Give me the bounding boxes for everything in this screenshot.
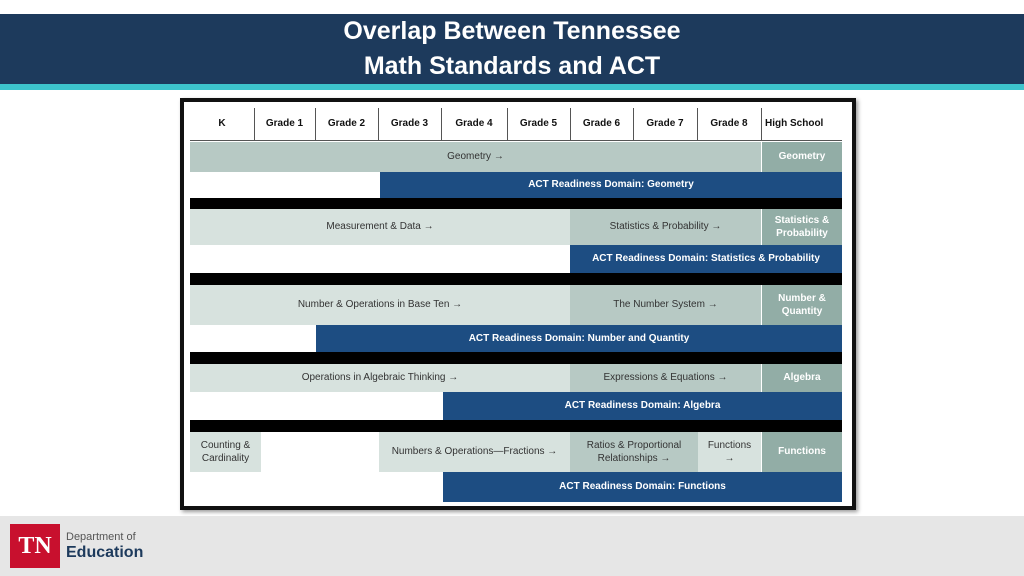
tn-measurement-data: Measurement & Data → — [190, 209, 570, 245]
footer-band — [0, 516, 1024, 576]
act-functions: ACT Readiness Domain: Functions — [443, 472, 842, 502]
grade-1: Grade 1 — [265, 118, 304, 130]
standards-table — [190, 108, 842, 502]
grade-5: Grade 5 — [519, 118, 558, 130]
divider — [633, 108, 634, 140]
logo-department: Department of — [66, 530, 136, 543]
tn-numbers-operations-fractions: Numbers & Operations—Fractions → — [379, 432, 570, 472]
tn-expressions-equations: Expressions & Equations → — [570, 364, 761, 392]
tn-statistics-probability: Statistics & Probability → — [570, 209, 761, 245]
tn-number-system: The Number System → — [570, 285, 761, 325]
tn-ratios-proportional: Ratios & Proportional Relationships → — [570, 432, 698, 472]
tn-education-logo — [10, 524, 143, 568]
group-separator — [190, 352, 842, 364]
grade-6: Grade 6 — [582, 118, 621, 130]
grade-7: Grade 7 — [646, 118, 684, 130]
divider — [507, 108, 508, 140]
grade-3: Grade 3 — [390, 118, 429, 130]
act-number-quantity: ACT Readiness Domain: Number and Quantity — [316, 325, 842, 352]
tn-counting-cardinality: Counting & Cardinality — [190, 432, 261, 472]
tn-functions: Functions → — [698, 432, 761, 472]
act-geometry: ACT Readiness Domain: Geometry — [380, 172, 842, 198]
header-rule — [190, 140, 842, 141]
title-line-2: Math Standards and ACT — [363, 52, 661, 80]
divider — [254, 108, 255, 140]
grade-4: Grade 4 — [455, 118, 493, 130]
hs-algebra: Algebra — [762, 364, 842, 392]
title-line-1: Overlap Between Tennessee — [343, 17, 681, 45]
act-algebra: ACT Readiness Domain: Algebra — [443, 392, 842, 420]
grade-8: Grade 8 — [710, 118, 748, 130]
hs-number-quantity: Number & Quantity — [762, 285, 842, 325]
top-strip — [0, 0, 1024, 14]
standards-table-frame — [180, 98, 856, 510]
hs-functions: Functions — [762, 432, 842, 472]
divider — [315, 108, 316, 140]
logo-education: Education — [66, 543, 144, 561]
grade-k: K — [218, 118, 226, 130]
accent-bar — [0, 84, 1024, 90]
hs-geometry: Geometry — [762, 142, 842, 172]
group-separator — [190, 420, 842, 432]
slide-title — [0, 14, 1024, 84]
tn-operations-algebraic-thinking: Operations in Algebraic Thinking → — [190, 364, 570, 392]
group-separator — [190, 273, 842, 285]
grade-2: Grade 2 — [327, 118, 366, 130]
tn-number-operations-base-ten: Number & Operations in Base Ten → — [190, 285, 570, 325]
divider — [378, 108, 379, 140]
group-separator — [190, 198, 842, 209]
blank-cell — [261, 432, 379, 472]
tn-logo-mark: TN — [10, 524, 60, 568]
act-statistics-probability: ACT Readiness Domain: Statistics & Probability — [570, 245, 842, 273]
divider — [570, 108, 571, 140]
grade-high-school: High School — [765, 118, 824, 130]
hs-statistics-probability: Statistics & Probability — [762, 209, 842, 245]
divider — [697, 108, 698, 140]
tn-geometry: Geometry → — [190, 142, 761, 172]
divider — [441, 108, 442, 140]
divider — [761, 108, 762, 140]
